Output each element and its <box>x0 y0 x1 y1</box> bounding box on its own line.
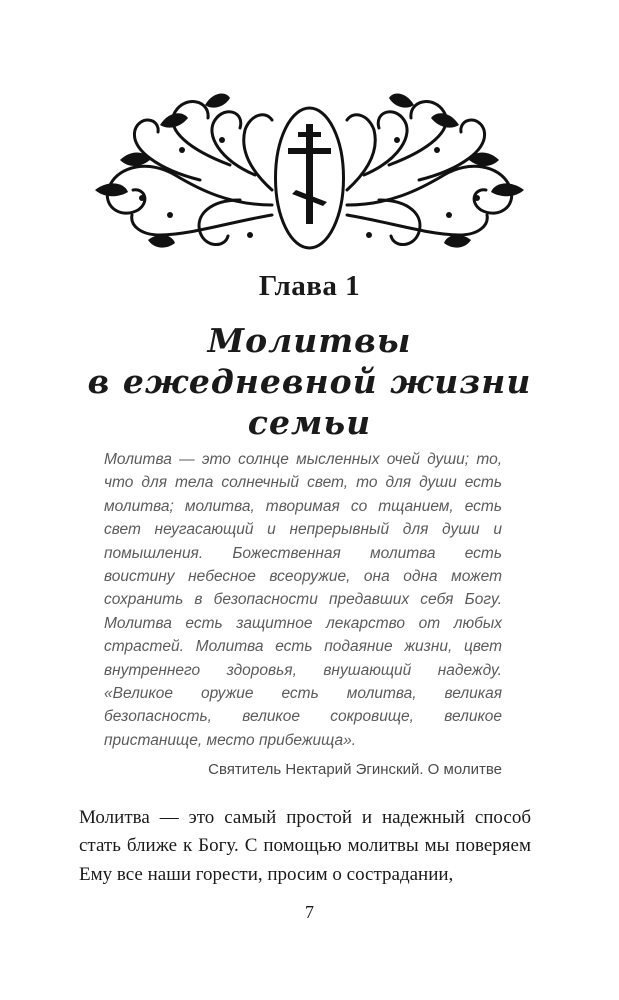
epigraph-attribution: Святитель Нектарий Эгинский. О молитве <box>208 761 502 778</box>
chapter-title-line: семьи <box>247 403 372 442</box>
body-text <box>79 804 531 889</box>
chapter-title <box>0 320 619 443</box>
chapter-title-line: в ежедневной жизни <box>87 362 532 401</box>
body-paragraph: Молитва — это самый простой и надежный способ стать ближе к Богу. С помощью молитвы мы поверяем Ему все наши горести, просим о сострадании, <box>79 807 531 885</box>
chapter-label: Глава 1 <box>258 270 361 302</box>
page-number: 7 <box>305 902 314 922</box>
ornament-header <box>0 0 619 270</box>
epigraph-text: Молитва — это солнце мысленных очей души; то, что для тела солнечный свет, то для души есть молитва; молитва, творимая со тщанием, есть свет неугасающий и непрерывный для души и помышления. Божественная молитва есть воистину небесное всеоружие, она одна может сохранить в безопасности предавших себя Богу. Молитва есть защитное лекарство от любых страстей. Молитва есть подаяние жизни, цвет внутреннего здоровья, внушающий надежду. «Великое оружие есть молитва, великая безопасность, великое сокровище, великое пристанище, место прибежища». <box>104 451 502 749</box>
chapter-title-line: Молитвы <box>207 321 412 360</box>
epigraph <box>104 448 502 752</box>
